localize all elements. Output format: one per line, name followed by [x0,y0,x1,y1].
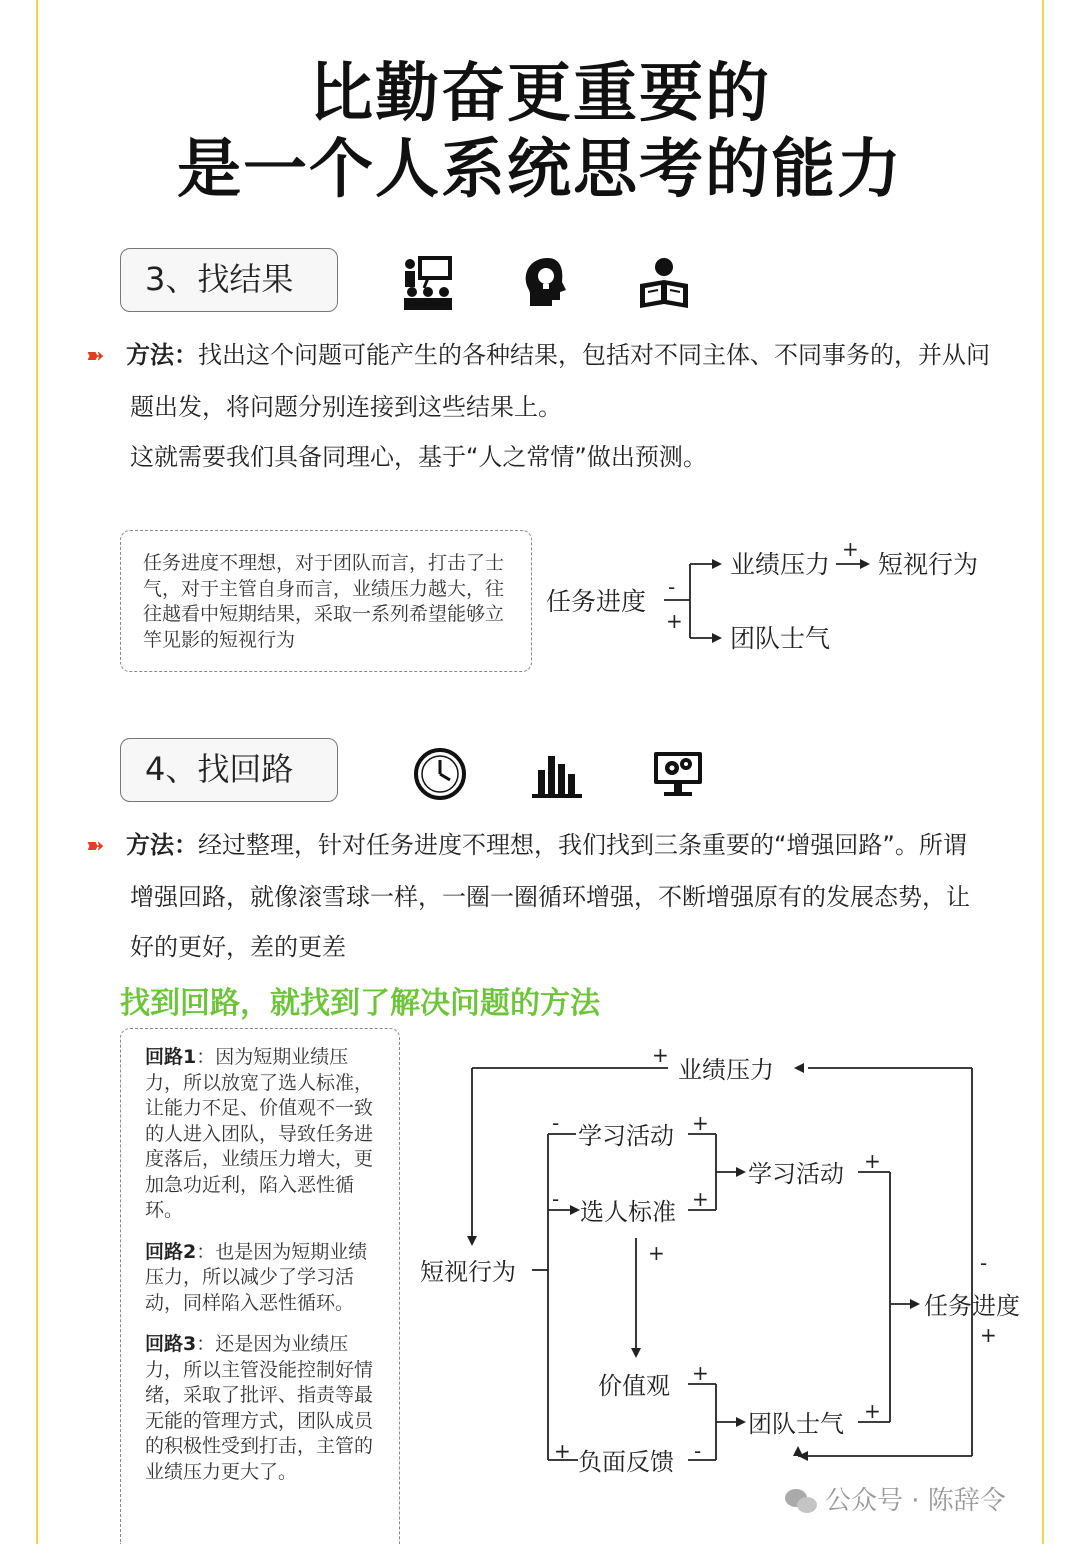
section3-note: 任务进度不理想，对于团队而言，打击了士气，对于主管自身而言，业绩压力越大，往往越看中短期结果，采取一系列希望能够立竿见影的短视行为 [143,552,505,651]
loop-1 [145,1045,377,1224]
loop-3-text: ：还是因为业绩压力，所以主管没能控制好情绪，采取了批评、指责等最无能的管理方式，团队成员的积极性受到打击，主管的业绩压力更大了。 [145,1333,374,1483]
node-performance-pressure: 业绩压力 [678,1056,774,1084]
node-short-sighted: 短视行为 [420,1258,516,1286]
presentation-icon [398,254,458,314]
arrow-bullet-icon: ➽ [86,834,105,859]
node-selection-standard: 选人标准 [580,1198,676,1226]
loops-note-box [120,1028,400,1544]
right-border [1042,0,1044,1544]
node-task-progress: 任务进度 [546,587,647,616]
page-title-line1: 比勤奋更重要的 [309,57,771,131]
sign-values-out: + [692,1361,709,1385]
result-diagram [540,536,1010,666]
loop-1-text: ：因为短期业绩压力，所以放宽了选人标准，让能力不足、价值观不一致的人进入团队，导致任务进度落后，业绩压力增大，更加急功近利，陷入恶性循环。 [145,1046,374,1221]
method-text: 经过整理，针对任务进度不理想，我们找到三条重要的“增强回路”。所谓增强回路，就像滚雪球一样，一圈一圈循环增强，不断增强原有的发展态势，让好的更好，差的更差 [130,831,970,961]
node-learning-2: 学习活动 [748,1160,844,1188]
monitor-gears-icon [648,744,708,804]
method-label: 方法： [126,341,198,369]
section3-note-box [120,530,532,672]
section4-heading: 4、找回路 [120,738,338,802]
loop-3 [145,1332,377,1485]
watermark-text: 公众号 · 陈辞令 [825,1486,1006,1516]
sign-learn1-in: - [552,1111,560,1135]
loop-diagram [410,1036,1040,1476]
sign-plus: + [666,609,683,633]
left-border [36,0,38,1544]
section3-method [86,330,990,432]
sign-progress-up: - [980,1251,988,1275]
section4-method [86,820,990,972]
section3-extra: 这就需要我们具备同理心，基于“人之常情”做出预测。 [130,443,707,471]
page-title-line2: 是一个人系统思考的能力 [177,133,903,207]
sign-feedback-out: - [694,1439,702,1463]
node-performance-pressure: 业绩压力 [730,550,831,579]
loop-1-label: 回路1 [145,1046,197,1068]
node-team-morale: 团队士气 [730,624,831,653]
node-team-morale: 团队士气 [748,1410,844,1438]
sign-select-out: + [692,1187,709,1211]
loop-3-label: 回路3 [145,1333,197,1355]
clock-icon [410,744,470,804]
sign-feedback-in: + [554,1439,571,1463]
sign-top: + [652,1043,669,1067]
sign-learn1-out: + [692,1111,709,1135]
wechat-icon [785,1489,819,1515]
arrow-bullet-icon: ➽ [86,344,105,369]
sign-select-in: - [552,1187,560,1211]
loop-2-label: 回路2 [145,1240,197,1263]
sign-plus-2: + [842,537,859,561]
sign-minus: - [668,575,676,599]
loop-2-text: ：也是因为短期业绩压力，所以减少了学习活动，同样陷入恶性循环。 [145,1240,368,1314]
reader-icon [634,254,694,314]
node-negative-feedback: 负面反馈 [578,1448,674,1476]
node-task-progress: 任务进度 [924,1292,1020,1320]
loop-2 [145,1240,377,1317]
highlight-text: 找到回路，就找到了解决问题的方法 [120,986,600,1021]
node-short-sighted: 短视行为 [878,550,979,579]
section3-heading: 3、找结果 [120,248,338,312]
watermark [785,1480,1006,1517]
bar-chart-icon [528,744,588,804]
sign-morale-out: + [864,1399,881,1423]
node-learning-1: 学习活动 [578,1122,674,1150]
sign-select-values: + [648,1241,665,1265]
sign-learn2-out: + [864,1149,881,1173]
sign-progress-down: + [980,1323,997,1347]
lightbulb-head-icon [518,254,578,314]
method-text: 找出这个问题可能产生的各种结果，包括对不同主体、不同事务的，并从问题出发，将问题分别连接到这些结果上。 [130,341,990,421]
method-label: 方法： [126,831,198,859]
node-values: 价值观 [598,1372,670,1400]
